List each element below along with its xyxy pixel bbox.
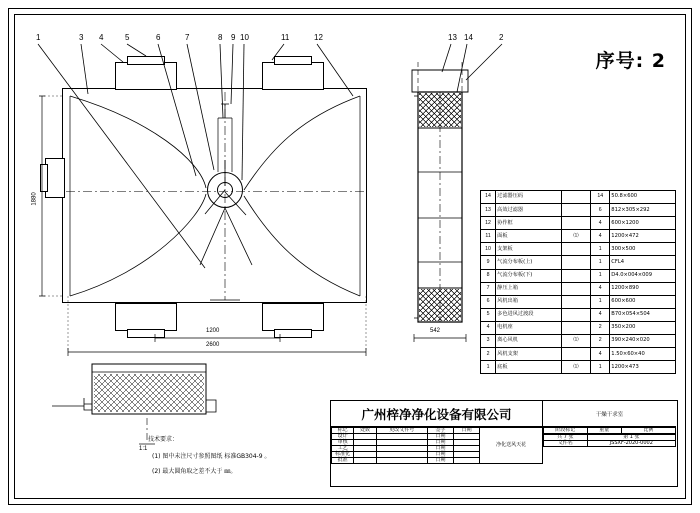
bom-cell-code [561, 217, 590, 230]
bom-cell-code: ⑴ [561, 230, 590, 243]
bom-cell-qty: 4 [591, 308, 610, 321]
bom-cell-qty: 1 [591, 243, 610, 256]
table-row [481, 348, 676, 361]
left-side-duct-flange [40, 164, 48, 192]
bom-cell-no: 14 [481, 191, 496, 204]
fan-hub-circle [217, 182, 233, 198]
table-row [481, 243, 676, 256]
bom-cell-no: 12 [481, 217, 496, 230]
row-standard-label: 标准化 [332, 452, 354, 458]
bom-cell-spec: D4.0×004×009 [610, 269, 676, 282]
left-side-duct [45, 158, 65, 198]
callout-10: 10 [240, 33, 249, 42]
bom-cell-name: 多色进风过渡段 [496, 308, 562, 321]
dim-height-1880: 1880 [31, 192, 38, 206]
revision-table [331, 427, 543, 464]
sheet-index: 第 1 张 [587, 435, 675, 441]
company-name: 广州梓净净化设备有限公司 [361, 406, 512, 422]
tech-note-2: (2) 最大圆角取之差不大于 ㎜。 [152, 468, 237, 475]
title-block [330, 400, 678, 487]
table-row [481, 295, 676, 308]
sheet-info-table [543, 427, 676, 447]
scale-label: 比例 [621, 428, 675, 434]
row-approve-blank [376, 458, 427, 464]
bom-cell-no: 3 [481, 335, 496, 348]
row-check-label: 审核 [332, 440, 354, 446]
bom-cell-qty: 4 [591, 282, 610, 295]
table-row [481, 256, 676, 269]
bom-cell-code [561, 256, 590, 269]
bom-cell-qty: 2 [591, 335, 610, 348]
bom-cell-name: 支架板 [496, 243, 562, 256]
row-design-sign: 日期 [427, 434, 453, 440]
row-standard-sign: 日期 [427, 452, 453, 458]
callout-4: 4 [99, 33, 104, 42]
bom-cell-qty: 6 [591, 204, 610, 217]
table-row [481, 191, 676, 204]
bom-cell-code: ⑴ [561, 361, 590, 374]
bom-cell-spec: 350×200 [610, 321, 676, 334]
rev-col-date: 日期 [454, 428, 480, 434]
product-name-cell: 净化送风天花 [480, 428, 543, 464]
bom-cell-no: 13 [481, 204, 496, 217]
sheet-count: 共 7 张 [544, 435, 588, 441]
bom-cell-spec: 600×600 [610, 295, 676, 308]
bom-cell-no: 9 [481, 256, 496, 269]
bom-cell-no: 4 [481, 321, 496, 334]
table-row [481, 282, 676, 295]
bom-cell-name: 气流分布板(下) [496, 269, 562, 282]
row-check-sign: 日期 [427, 440, 453, 446]
bom-cell-name: 静压上箱 [496, 282, 562, 295]
section-filter-bottom [419, 289, 461, 321]
bottom-duct-left-flange [127, 329, 165, 338]
table-row [481, 204, 676, 217]
bom-cell-no: 7 [481, 282, 496, 295]
rev-col-sign: 签字 [427, 428, 453, 434]
bom-cell-code [561, 269, 590, 282]
bom-cell-name: 风机出箱 [496, 295, 562, 308]
bom-cell-code [561, 282, 590, 295]
bom-cell-code [561, 243, 590, 256]
bom-cell-no: 8 [481, 269, 496, 282]
bom-cell-no: 6 [481, 295, 496, 308]
weight-label: 重量 [587, 428, 621, 434]
bom-cell-spec: CFL4 [610, 256, 676, 269]
bom-cell-name: 电机座 [496, 321, 562, 334]
bom-cell-name: 高效过滤器 [496, 204, 562, 217]
bom-cell-spec: 600×1200 [610, 217, 676, 230]
bom-cell-code [561, 308, 590, 321]
callout-9: 9 [231, 33, 236, 42]
bom-cell-spec: 390×240×020 [610, 335, 676, 348]
rev-col-count: 处数 [354, 428, 376, 434]
bom-cell-spec: 50.8×600 [610, 191, 676, 204]
bom-cell-qty: 1 [591, 256, 610, 269]
bom-cell-spec: B70×054×504 [610, 308, 676, 321]
rev-col-mark: 标记 [332, 428, 354, 434]
callout-6: 6 [156, 33, 161, 42]
row-approve-name [354, 458, 376, 464]
tech-requirements-title: 技术要求： [148, 436, 179, 443]
bom-cell-spec: 300×500 [610, 243, 676, 256]
drawing-no-value: JSSXF-2020-0002 [587, 441, 675, 447]
top-duct-left [115, 62, 177, 90]
bom-cell-name: 风机支架 [496, 348, 562, 361]
callout-8: 8 [218, 33, 223, 42]
bottom-duct-left [115, 303, 177, 331]
bom-cell-code [561, 321, 590, 334]
bom-cell-name: 气流分布板(上) [496, 256, 562, 269]
bom-cell-qty: 1 [591, 269, 610, 282]
callout-3: 3 [79, 33, 84, 42]
row-process-sign: 日期 [427, 446, 453, 452]
callout-5: 5 [125, 33, 130, 42]
callout-7: 7 [185, 33, 190, 42]
callout-11: 11 [281, 33, 290, 42]
table-row [481, 217, 676, 230]
bom-cell-spec: 1200×890 [610, 282, 676, 295]
table-row [481, 308, 676, 321]
row-process-label: 工艺 [332, 446, 354, 452]
table-row [481, 269, 676, 282]
bom-cell-spec: 1200×472 [610, 230, 676, 243]
dim-section-542: 542 [430, 328, 441, 334]
bom-cell-qty: 4 [591, 348, 610, 361]
bottom-duct-right [262, 303, 324, 331]
bom-cell-name: 离心风机 [496, 335, 562, 348]
top-duct-right-flange [274, 56, 312, 65]
callout-12: 12 [314, 33, 323, 42]
bottom-duct-right-flange [274, 329, 312, 338]
tech-note-1: (1) 图中未注尺寸参照图纸 标准GB304-9 。 [152, 453, 271, 460]
bom-cell-name: 协作框 [496, 217, 562, 230]
bill-of-materials-table [480, 190, 676, 374]
callout-1: 1 [36, 33, 41, 42]
top-duct-right [262, 62, 324, 90]
callout-2: 2 [499, 33, 504, 42]
bom-cell-spec: 1.50×60×40 [610, 348, 676, 361]
table-row [481, 230, 676, 243]
bom-cell-code: ⑴ [561, 335, 590, 348]
section-filter-top [419, 93, 461, 127]
bom-cell-name: 底板 [496, 361, 562, 374]
bom-cell-no: 2 [481, 348, 496, 361]
bom-cell-no: 10 [481, 243, 496, 256]
drawing-no-label: 文件名 [544, 441, 588, 447]
row-approve-date [454, 458, 480, 464]
bom-cell-name: 面板 [496, 230, 562, 243]
bom-cell-no: 5 [481, 308, 496, 321]
row-approve-label: 批准 [332, 458, 354, 464]
row-approve-sign: 日期 [427, 458, 453, 464]
bom-cell-no: 11 [481, 230, 496, 243]
rev-col-docno: 更改文件号 [376, 428, 427, 434]
bom-cell-qty: 14 [591, 191, 610, 204]
table-row [481, 321, 676, 334]
bom-cell-code [561, 348, 590, 361]
dim-overall-2600: 2600 [206, 342, 220, 348]
row-design-label: 设计 [332, 434, 354, 440]
detail-scale-label: 1:1 [139, 446, 148, 452]
bom-cell-qty: 1 [591, 295, 610, 308]
bom-cell-name: 过滤器压码 [496, 191, 562, 204]
bom-cell-qty: 4 [591, 230, 610, 243]
bom-cell-no: 1 [481, 361, 496, 374]
bom-cell-spec: 1200×473 [610, 361, 676, 374]
callout-13: 13 [448, 33, 457, 42]
bom-cell-code [561, 295, 590, 308]
bom-cell-qty: 2 [591, 321, 610, 334]
bom-cell-spec: 812×305×292 [610, 204, 676, 217]
stage-mark-label: 阶段标记 [544, 428, 588, 434]
top-duct-left-flange [127, 56, 165, 65]
table-row [481, 361, 676, 374]
table-row [481, 335, 676, 348]
drawing-title: 干燥干求室 [595, 411, 624, 418]
serial-number-label: 序号: 2 [595, 50, 666, 72]
bom-cell-code [561, 204, 590, 217]
dim-inner-1200: 1200 [206, 328, 220, 334]
bom-cell-code [561, 191, 590, 204]
bom-cell-qty: 4 [591, 217, 610, 230]
bom-cell-qty: 1 [591, 361, 610, 374]
callout-14: 14 [464, 33, 473, 42]
